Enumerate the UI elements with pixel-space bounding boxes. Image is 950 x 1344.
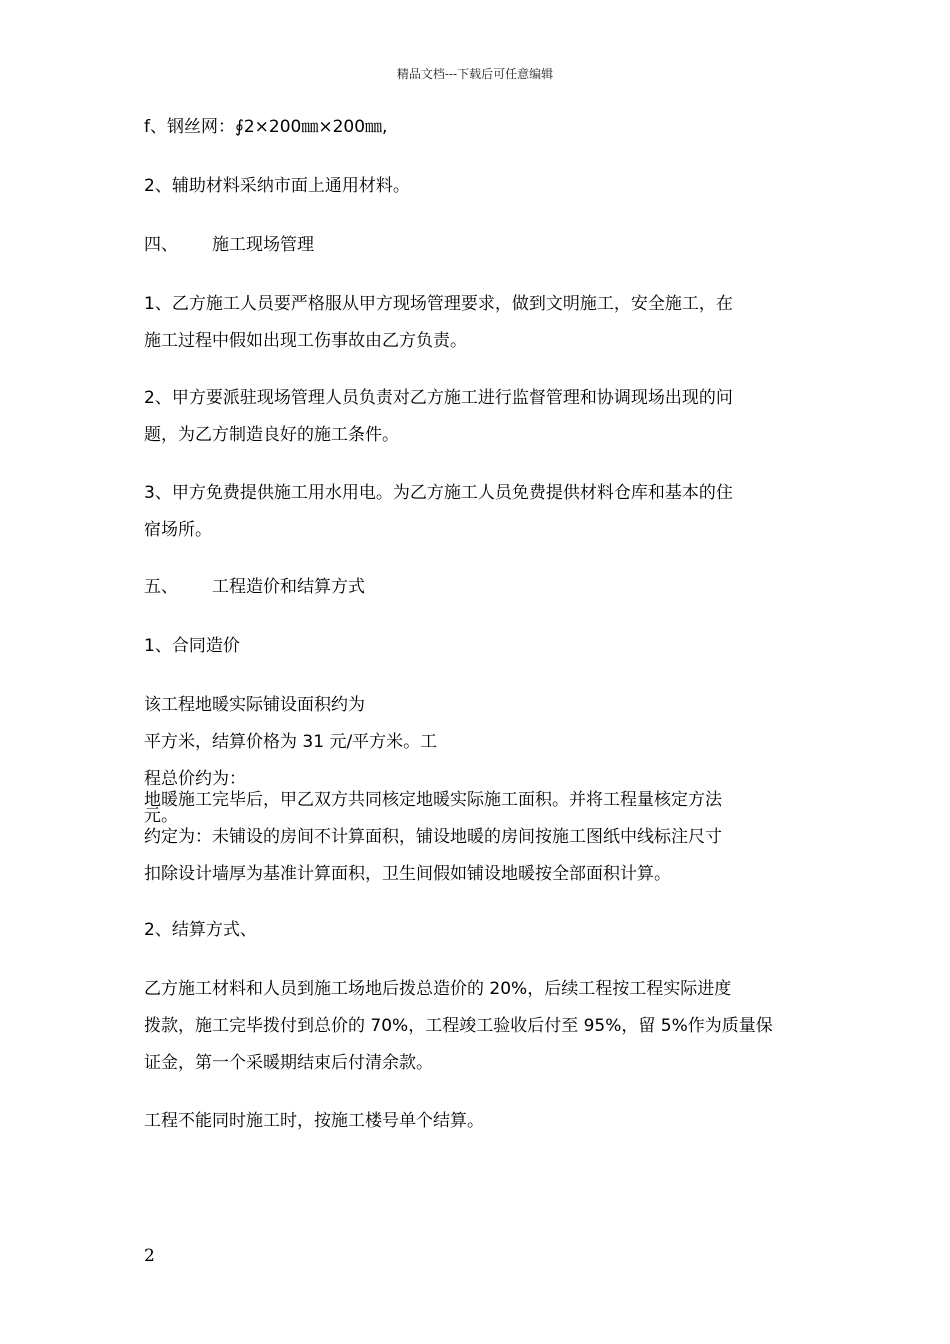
payment-terms-line-1: 乙方施工材料和人员到施工场地后拨总造价的 20%，后续工程按工程实际进度 <box>144 979 732 999</box>
section-5-title: 工程造价和结算方式 <box>212 577 365 597</box>
clause-4-1-line-2: 施工过程中假如出现工伤事故由乙方负责。 <box>144 331 467 351</box>
clause-5-1-heading: 1、合同造价 <box>144 636 240 656</box>
payment-terms-line-3: 证金，第一个采暖期结束后付清余款。 <box>144 1053 433 1073</box>
clause-4-3-line-2: 宿场所。 <box>144 520 212 540</box>
clause-4-3-line-1: 3、甲方免费提供施工用水用电。为乙方施工人员免费提供材料仓库和基本的住 <box>144 483 733 503</box>
section-4-number: 四、 <box>144 235 178 255</box>
area-verification-line-3: 扣除设计墙厚为基准计算面积，卫生间假如铺设地暖按全部面积计算。 <box>144 864 671 884</box>
unit-price-text: 平方米，结算价格为 31 元/平方米。工 <box>144 732 438 752</box>
section-5-number: 五、 <box>144 577 178 597</box>
payment-terms-line-2: 拨款，施工完毕拨付到总价的 70%，工程竣工验收后付至 95%，留 5%作为质量保 <box>144 1016 773 1036</box>
separate-settlement-note: 工程不能同时施工时，按施工楼号单个结算。 <box>144 1111 484 1131</box>
clause-5-2-heading: 2、结算方式、 <box>144 920 257 940</box>
auxiliary-materials: 2、辅助材料采纳市面上通用材料。 <box>144 176 410 196</box>
total-price-text: 程总价约为： <box>144 769 246 789</box>
clause-4-1-line-1: 1、乙方施工人员要严格服从甲方现场管理要求，做到文明施工，安全施工，在 <box>144 294 733 314</box>
section-4-heading <box>144 227 812 264</box>
page-header: 精品文档---下载后可任意编辑 <box>396 67 554 81</box>
clause-4-1 <box>144 286 812 360</box>
area-verification-line-1: 地暖施工完毕后，甲乙双方共同核定地暖实际施工面积。并将工程量核定方法 <box>144 790 722 810</box>
clause-4-3 <box>144 475 812 549</box>
total-price-unit: 元。 <box>144 806 178 826</box>
area-text: 该工程地暖实际铺设面积约为 <box>144 695 365 715</box>
material-steel-mesh: f、钢丝网：∮2×200㎜×200㎜, <box>144 117 388 137</box>
area-verification-line-2: 约定为：未铺设的房间不计算面积，铺设地暖的房间按施工图纸中线标注尺寸 <box>144 827 722 847</box>
page-number: 2 <box>144 1246 155 1266</box>
area-verification-paragraph <box>144 782 812 893</box>
payment-terms-paragraph <box>144 971 812 1082</box>
clause-4-2-line-1: 2、甲方要派驻现场管理人员负责对乙方施工进行监督管理和协调现场出现的问 <box>144 388 733 408</box>
contract-price-line-1 <box>144 687 812 761</box>
section-4-title: 施工现场管理 <box>212 235 314 255</box>
section-5-heading <box>144 569 812 606</box>
clause-4-2-line-2: 题，为乙方制造良好的施工条件。 <box>144 425 399 445</box>
clause-4-2 <box>144 380 812 454</box>
